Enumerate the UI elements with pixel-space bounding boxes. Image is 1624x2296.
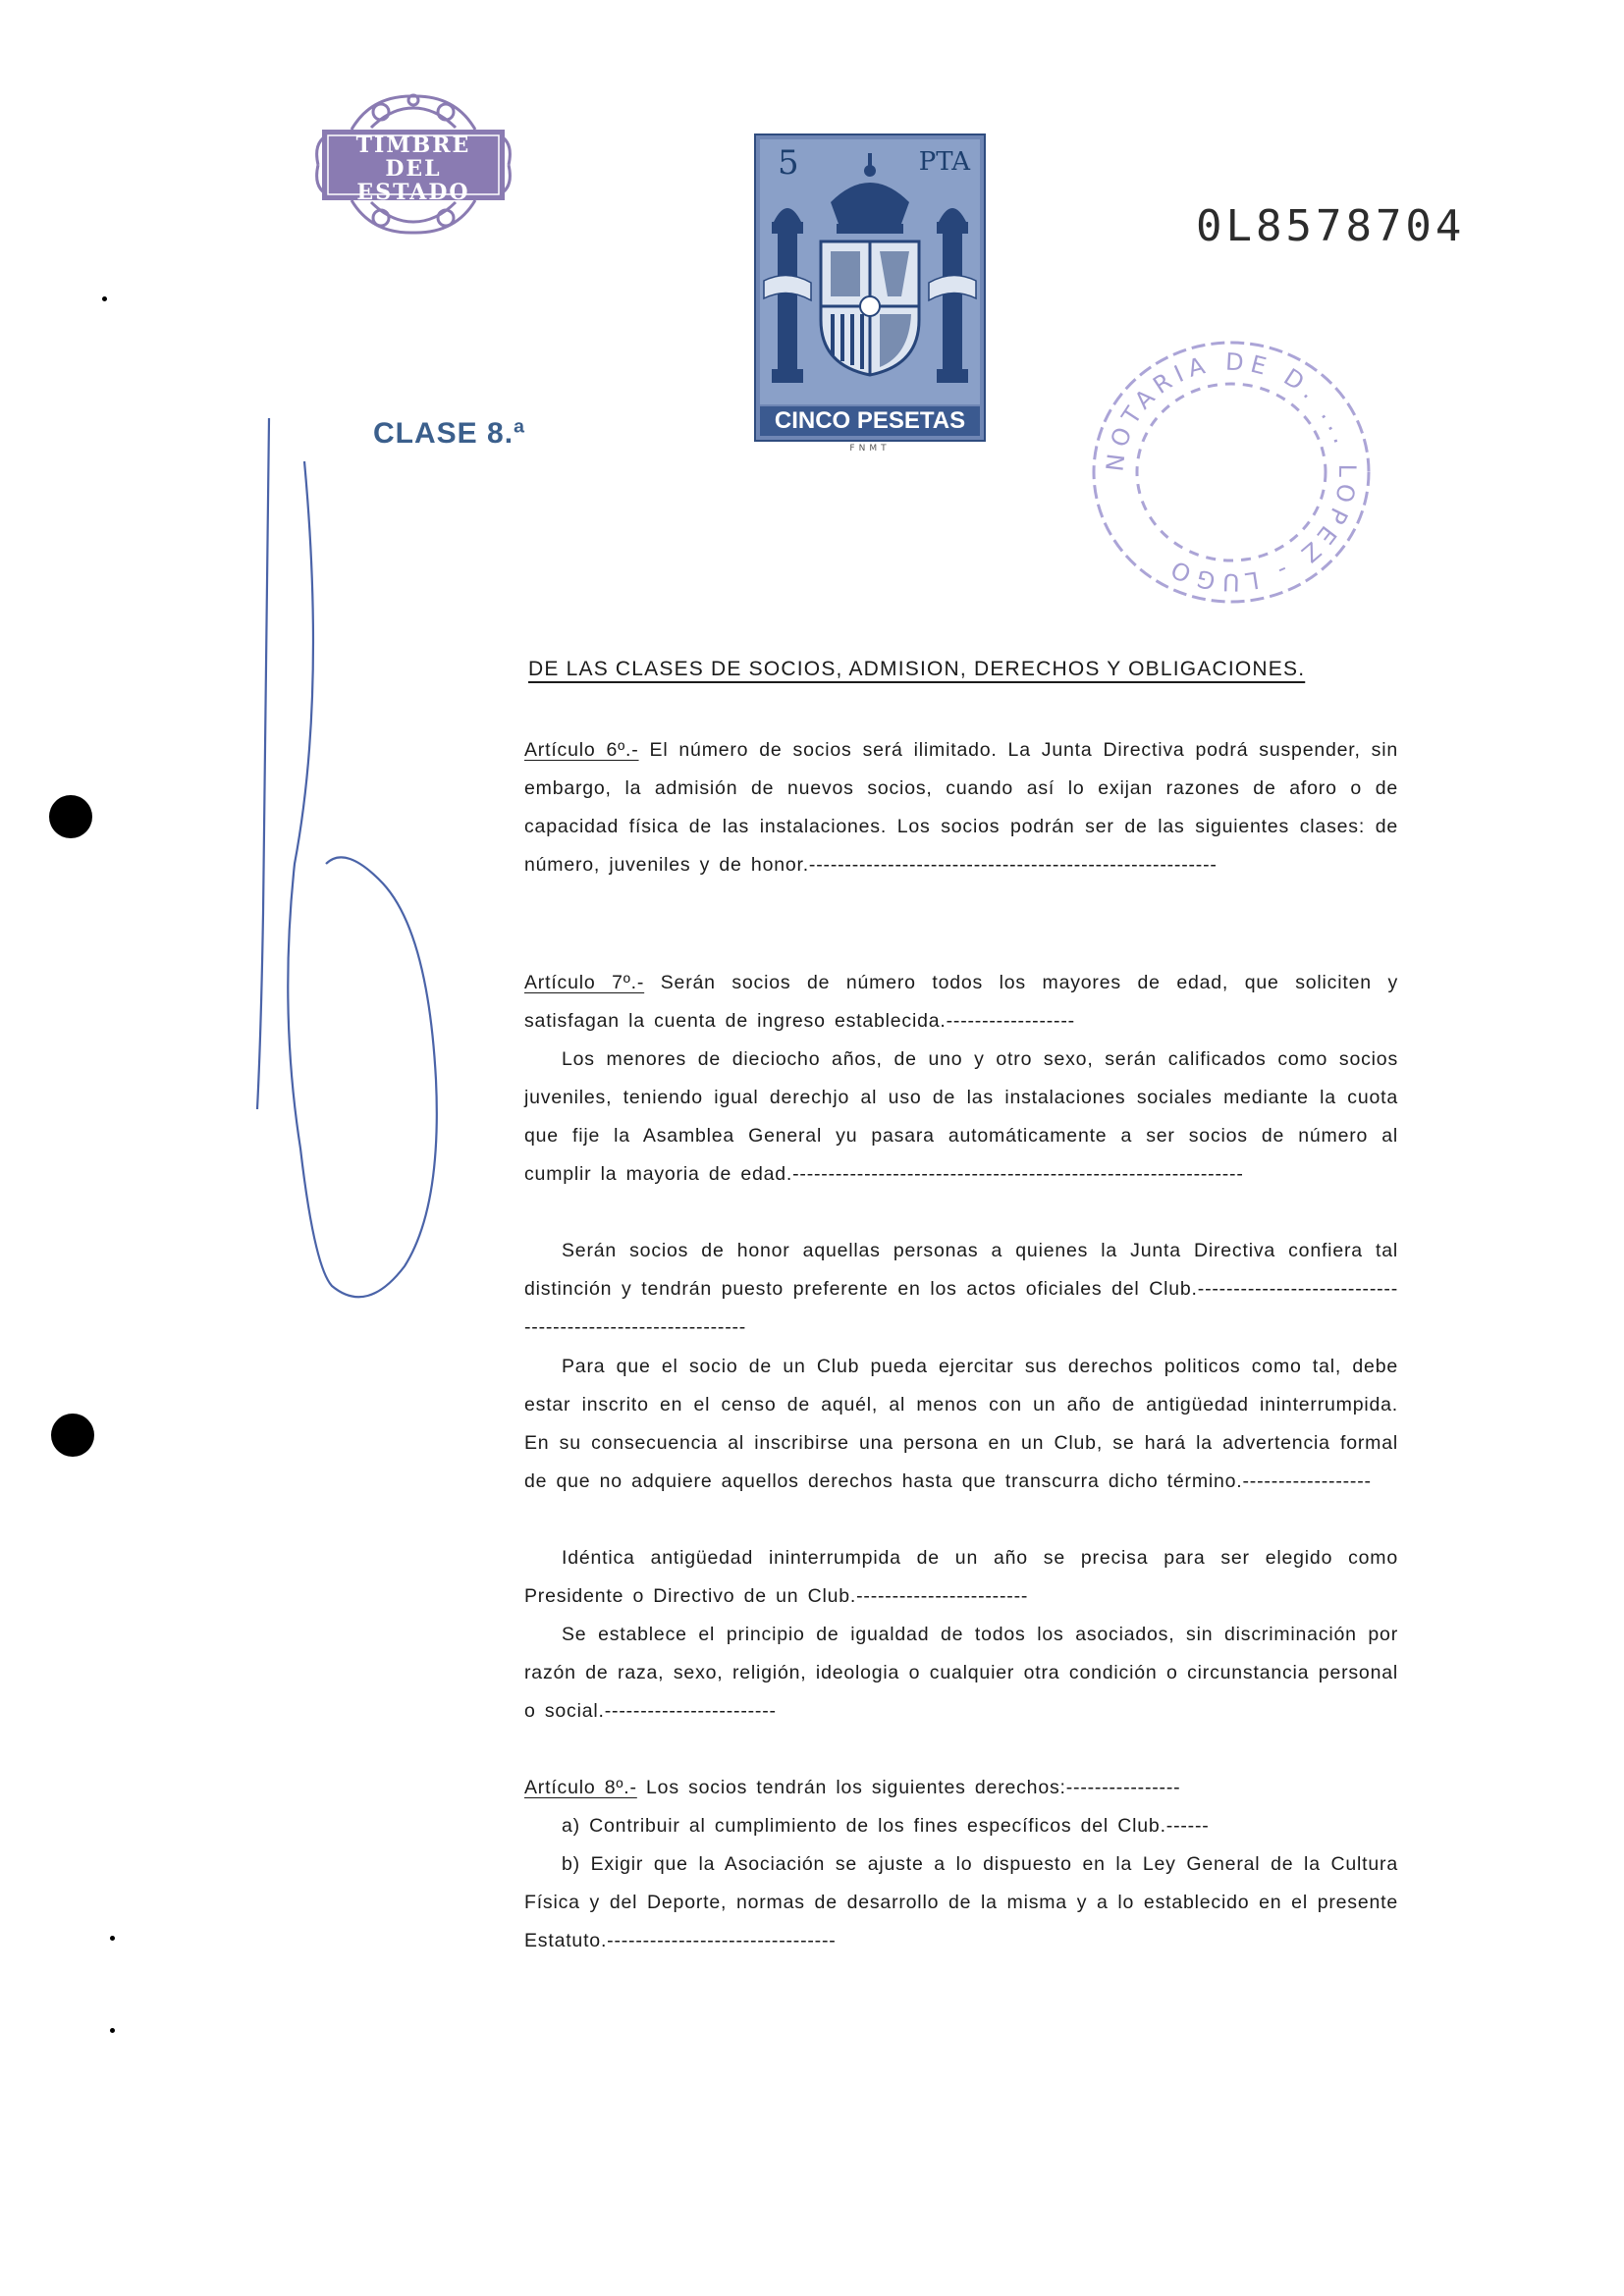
article-7-paragraph-4: Para que el socio de un Club pueda ejercitar sus derechos politicos como tal, debe estar inscrito en el censo de aquél, al menos con un año de antigüedad ininterrumpida. En su consecuencia al inscribirse una persona en un Club, se hará la advertencia formal de que no adquiere aquellos derechos hasta que transcurra dicho término.------------------: [524, 1356, 1398, 1492]
punch-hole: [51, 1414, 94, 1457]
timbre-label: TIMBRE DEL ESTADO: [355, 133, 471, 205]
article-7-label: Artículo 7º.-: [524, 972, 645, 993]
article-6-label: Artículo 6º.-: [524, 739, 639, 761]
article-8-item-a: a) Contribuir al cumplimiento de los fines específicos del Club.------: [562, 1815, 1210, 1837]
stamp-unit: PTA: [918, 147, 970, 177]
article-8: [524, 1769, 1398, 1807]
article-7: [524, 964, 1398, 1041]
stamp-value: 5: [778, 143, 799, 183]
stamp-words: CINCO PESETAS: [760, 406, 980, 436]
stamp-mint: FNMT: [849, 444, 891, 454]
speck: [102, 296, 107, 301]
section-title: DE LAS CLASES DE SOCIOS, ADMISION, DERECHOS Y OBLIGACIONES.: [528, 658, 1306, 680]
speck: [110, 1936, 115, 1941]
article-8-text: Los socios tendrán los siguientes derechos:----------------: [646, 1777, 1181, 1798]
article-7-paragraph-3: Serán socios de honor aquellas personas a quienes la Junta Directiva confiera tal distinción y tendrán puesto preferente en los actos oficiales del Club.-----------------------------------------------------------: [524, 1240, 1398, 1338]
article-6: [524, 731, 1398, 884]
notary-seal: [1084, 332, 1379, 613]
article-7-paragraph-6: Se establece el principio de igualdad de todos los asociados, sin discriminación por razón de raza, sexo, religión, ideologia o cualquier otra condición o circunstancia personal o social.------------------------: [524, 1624, 1398, 1722]
seal-text: NOTARIA DE D. ... LOPEZ - LUGO: [1101, 347, 1362, 597]
margin-signature-icon: [236, 402, 461, 1364]
serial-number: 0L8578704: [1196, 201, 1466, 251]
clase-label: CLASE 8.ª: [373, 417, 526, 450]
notary-seal-icon: [1084, 332, 1379, 613]
article-7-paragraph-5: Idéntica antigüedad ininterrumpida de un año se precisa para ser elegido como Presidente o Directivo de un Club.------------------------: [524, 1547, 1398, 1607]
article-7-text: Serán socios de número todos los mayores de edad, que soliciten y satisfagan la cuenta de ingreso establecida.------------------: [524, 972, 1398, 1032]
article-8-item-b: b) Exigir que la Asociación se ajuste a lo dispuesto en la Ley General de la Cultura Física y del Deporte, normas de desarrollo de la misma y a lo establecido en el presente Estatuto.--------------------------------: [524, 1853, 1398, 1951]
article-7-paragraph-2: Los menores de dieciocho años, de uno y otro sexo, serán calificados como socios juveniles, teniendo igual derechjo al uso de las instalaciones sociales mediante la cuota que fije la Asamblea General yu pasara automáticamente a ser socios de número al cumplir la mayoria de edad.---------------------------------------------------------------: [524, 1048, 1398, 1185]
article-6-text: El número de socios será ilimitado. La Junta Directiva podrá suspender, sin embargo, la admisión de nuevos socios, cuando así lo exijan razones de aforo o de capacidad física de las instalaciones. Los socios podrán ser de las siguientes clases: de número, juveniles y de honor.---------------------------------------------------------: [524, 739, 1398, 876]
speck: [110, 2028, 115, 2033]
timbre-emblem: [312, 90, 514, 238]
article-8-label: Artículo 8º.-: [524, 1777, 637, 1798]
punch-hole: [49, 795, 92, 838]
revenue-stamp: [754, 133, 986, 454]
